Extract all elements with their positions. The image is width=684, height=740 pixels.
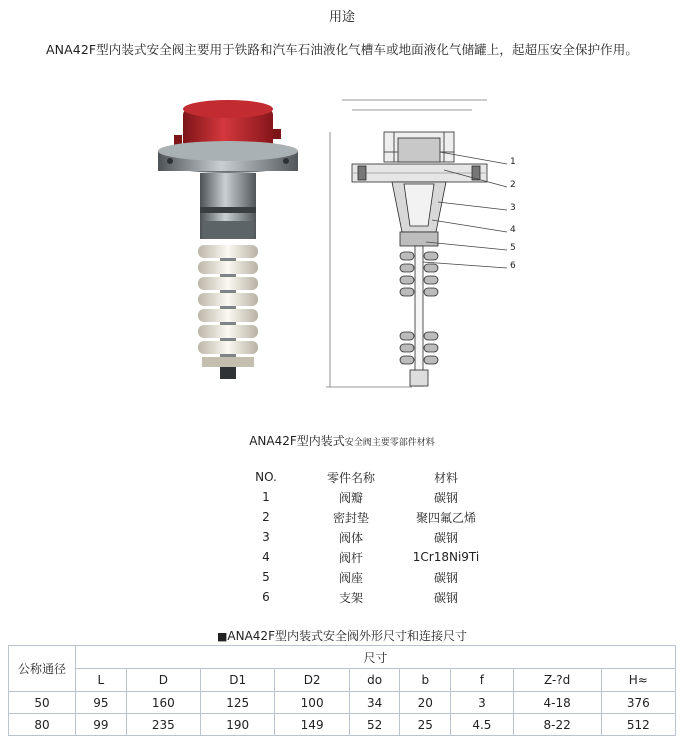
table-cell: 碳钢 xyxy=(433,490,458,505)
parts-col-material: 材料 xyxy=(433,470,458,485)
table-cell: 99 xyxy=(76,714,127,736)
dimensions-col: H≈ xyxy=(601,669,675,692)
dimensions-col: f xyxy=(451,669,514,692)
table-row xyxy=(236,547,486,567)
dimensions-col: L xyxy=(76,669,127,692)
table-cell: 1Cr18Ni9Ti xyxy=(412,550,480,564)
dimensions-caption-text: ANA42F型内装式安全阀外形尺寸和连接尺寸 xyxy=(227,629,467,643)
callout-1: 1 xyxy=(510,157,516,167)
valve-body xyxy=(200,173,256,239)
table-cell: 3 xyxy=(451,692,514,714)
table-cell: 阀瓣 xyxy=(338,490,363,505)
dimensions-col-nominal-size: 公称通径 xyxy=(9,646,76,692)
callout-2: 2 xyxy=(510,180,516,190)
dimensions-col: b xyxy=(400,669,451,692)
table-row xyxy=(9,714,676,736)
table-cell: 52 xyxy=(349,714,400,736)
dimensions-table xyxy=(8,645,676,736)
valve-spring xyxy=(198,245,258,379)
table-cell: 95 xyxy=(76,692,127,714)
table-row xyxy=(236,587,486,607)
table-cell: 376 xyxy=(601,692,675,714)
parts-col-name: 零件名称 xyxy=(326,470,375,485)
dimensions-col: D1 xyxy=(201,669,275,692)
table-cell: 4.5 xyxy=(451,714,514,736)
intro-paragraph: ANA42F型内装式安全阀主要用于铁路和汽车石油液化气槽车或地面液化气储罐上，起超压安全保护作用。 xyxy=(46,42,638,57)
table-cell: 20 xyxy=(400,692,451,714)
table-cell: 4-18 xyxy=(513,692,601,714)
callout-5: 5 xyxy=(510,243,516,253)
parts-material-table xyxy=(236,467,486,607)
table-cell: 密封垫 xyxy=(332,510,369,525)
table-row xyxy=(9,692,676,714)
table-cell: 1 xyxy=(262,490,270,504)
table-cell: 149 xyxy=(275,714,349,736)
dimensions-header-row xyxy=(9,646,676,669)
table-row xyxy=(236,567,486,587)
table-row xyxy=(236,527,486,547)
table-row xyxy=(236,487,486,507)
table-cell: 碳钢 xyxy=(433,530,458,545)
table-cell: 50 xyxy=(9,692,76,714)
dimensions-caption xyxy=(0,627,684,644)
table-cell: 阀体 xyxy=(338,530,363,545)
callout-6: 6 xyxy=(510,261,516,271)
table-cell: 5 xyxy=(262,570,270,584)
table-cell: 100 xyxy=(275,692,349,714)
table-cell: 235 xyxy=(126,714,200,736)
table-cell: 512 xyxy=(601,714,675,736)
valve-section-drawing xyxy=(322,92,527,397)
table-cell: 6 xyxy=(262,590,270,604)
table-cell: 2 xyxy=(262,510,270,524)
section-title: 用途 xyxy=(328,10,355,25)
parts-caption-main: ANA42F型内装式 xyxy=(249,434,345,448)
table-cell: 碳钢 xyxy=(433,590,458,605)
dimensions-col: D xyxy=(126,669,200,692)
table-cell: 聚四氟乙烯 xyxy=(415,510,476,525)
parts-caption xyxy=(0,432,684,449)
square-bullet-icon: ■ xyxy=(217,630,228,643)
table-cell: 34 xyxy=(349,692,400,714)
table-cell: 支架 xyxy=(338,590,363,605)
table-cell: 碳钢 xyxy=(433,570,458,585)
table-cell: 8-22 xyxy=(513,714,601,736)
callout-4: 4 xyxy=(510,225,516,235)
parts-table-header xyxy=(236,467,486,487)
table-cell: 4 xyxy=(262,550,270,564)
dimensions-subheader-row xyxy=(9,669,676,692)
table-cell: 3 xyxy=(262,530,270,544)
table-cell: 190 xyxy=(201,714,275,736)
table-cell: 80 xyxy=(9,714,76,736)
table-cell: 阀杆 xyxy=(338,550,363,565)
table-cell: 阀座 xyxy=(338,570,363,585)
callout-3: 3 xyxy=(510,203,516,213)
table-cell: 160 xyxy=(126,692,200,714)
dimensions-group-header: 尺寸 xyxy=(76,646,676,669)
dimensions-col: do xyxy=(349,669,400,692)
dimensions-col: D2 xyxy=(275,669,349,692)
parts-caption-small: 安全阀主要零部件材料 xyxy=(344,438,435,448)
table-row xyxy=(236,507,486,527)
parts-col-no: NO. xyxy=(255,470,277,484)
table-cell: 25 xyxy=(400,714,451,736)
dimensions-col: Z-?d xyxy=(513,669,601,692)
valve-photo xyxy=(150,95,310,395)
valve-flange xyxy=(158,141,298,173)
table-cell: 125 xyxy=(201,692,275,714)
